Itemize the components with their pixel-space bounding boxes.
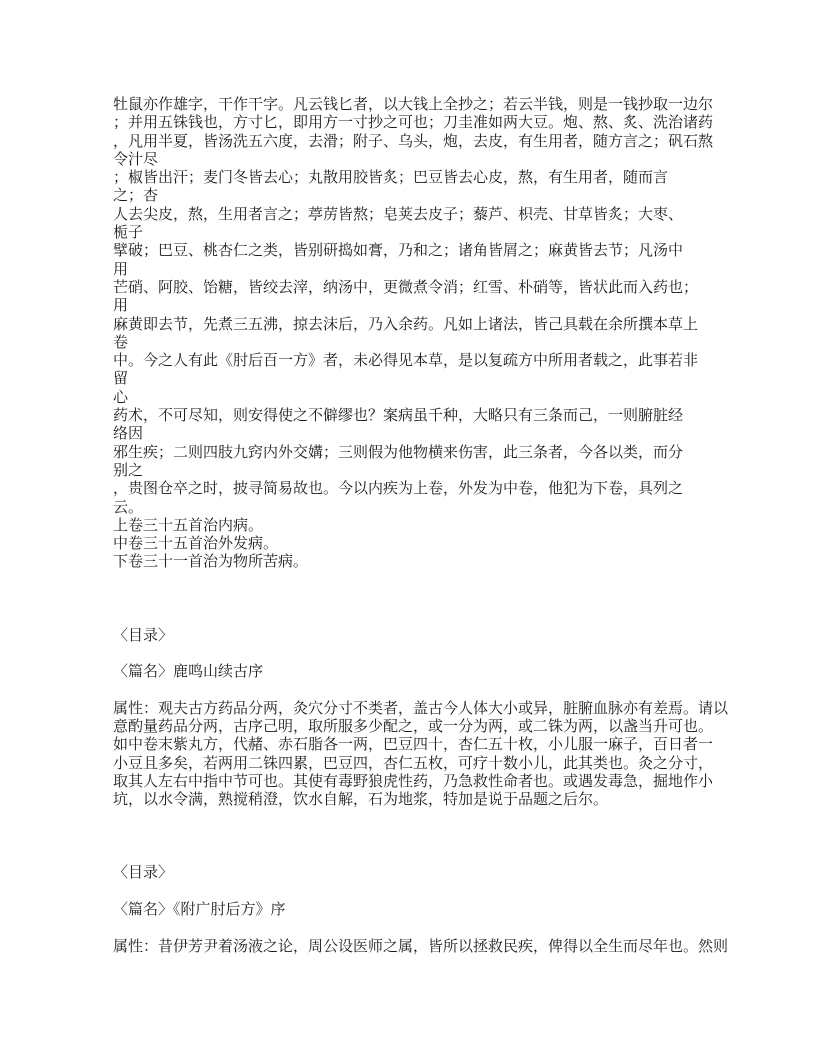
- text-line: [113, 682, 753, 700]
- text-line: 人去尖皮，熬，生用者言之；葶苈皆熬；皂荚去皮子；藜芦、枳壳、甘草皆炙；大枣、: [113, 206, 684, 223]
- text-line: 中。今之人有此《肘后百一方》者，未必得见本草，是以复疏方中所用者载之，此事若非: [113, 353, 699, 370]
- text-line: 下卷三十一首治为物所苦病。: [113, 554, 309, 571]
- text-line: 云。: [113, 499, 144, 516]
- text-line: 别之: [113, 462, 144, 479]
- text-line: [113, 810, 753, 828]
- text-line: 中卷三十五首治外发病。: [113, 536, 279, 553]
- text-line: 用: [113, 298, 129, 315]
- text-line: 小豆且多矣，若两用二铢四累，巴豆四，杏仁五枚，可疗十数小儿，此其类也。灸之分寸，: [113, 755, 714, 772]
- text-line: 留: [113, 371, 129, 388]
- text-line: 麻黄即去节，先煮三五沸，掠去沫后，乃入余药。凡如上诸法，皆己具载在余所撰本草上: [113, 316, 699, 333]
- text-line: 上卷三十五首治内病。: [113, 517, 264, 534]
- text-line: [113, 846, 753, 864]
- text-line: 牡鼠亦作雄字，干作干字。凡云钱匕者，以大钱上全抄之；若云半钱，则是一钱抄取一边尔: [113, 97, 714, 113]
- text-line: 邪生疾；二则四肢九窍内外交媾；三则假为他物横来伤害，此三条者，今各以类，而分: [113, 444, 684, 461]
- text-line: 芒硝、阿胶、饴糖，皆绞去滓，纳汤中，更微煮令消；红雪、朴硝等，皆状此而入药也；: [113, 279, 699, 296]
- text-line: 擘破；巴豆、桃杏仁之类，皆别研捣如膏，乃和之；诸角皆屑之；麻黄皆去节；凡汤中: [113, 243, 684, 260]
- text-line: 用: [113, 261, 129, 278]
- text-line: ；并用五铢钱也，方寸匕，即用方一寸抄之可也；刀圭准如两大豆。炮、熬、炙、洗治诸药: [113, 115, 714, 132]
- text-line: 〈篇名〉鹿鸣山续古序: [113, 664, 264, 681]
- text-line: 之；杏: [113, 188, 159, 205]
- text-line: 如中卷末紫丸方，代赭、赤石脂各一两，巴豆四十，杏仁五十枚，小儿服一麻子，百日者一: [113, 737, 714, 754]
- text-line: 心: [113, 389, 129, 406]
- text-line: [113, 883, 753, 901]
- text-line: 络因: [113, 426, 144, 443]
- text-line: 卷: [113, 334, 129, 351]
- text-line: 取其人左右中指中节可也。其使有毒野狼虎性药，乃急救性命者也。或遇发毒急，掘地作小: [113, 773, 714, 790]
- text-line: 栀子: [113, 225, 144, 242]
- text-line: 〈目录〉: [113, 865, 174, 882]
- text-line: 属性：观夫古方药品分两，灸穴分寸不类者，盖古今人体大小或异，脏腑血脉亦有差焉。请以: [113, 700, 729, 717]
- text-line: [113, 590, 753, 608]
- text-line: 意酌量药品分两，古序己明，取所服多少配之，或一分为两，或二铢为两，以盏当升可也。: [113, 719, 714, 736]
- text-line: 药术，不可尽知，则安得使之不僻缪也？案病虽千种，大略只有三条而己，一则腑脏经: [113, 408, 684, 425]
- text-line: 令汁尽: [113, 151, 159, 168]
- text-line: 属性：昔伊芳尹着汤液之论，周公设医师之属，皆所以拯救民疾，俾得以全生而尽年也。然则: [113, 938, 729, 955]
- text-line: ，凡用半夏，皆汤洗五六度，去滑；附子、乌头，炮，去皮，有生用者，随方言之；矾石熬: [113, 133, 714, 150]
- text-line: 〈目录〉: [113, 627, 174, 644]
- text-line: 坑，以水令满，熟搅稍澄，饮水自解，石为地浆，特加是说于品题之后尔。: [113, 792, 609, 809]
- text-line: ，贵图仓卒之时，披寻简易故也。今以内疾为上卷，外发为中卷，他犯为下卷，具列之: [113, 481, 684, 498]
- text-block: [113, 96, 753, 956]
- text-line: 〈篇名〉《附广肘后方》序: [113, 902, 286, 919]
- text-line: [113, 645, 753, 663]
- text-line: ；椒皆出汗；麦门冬皆去心；丸散用胶皆炙；巴豆皆去心皮，熬，有生用者，随而言: [113, 170, 669, 187]
- text-line: [113, 572, 753, 590]
- text-line: [113, 608, 753, 626]
- text-line: [113, 919, 753, 937]
- text-line: [113, 828, 753, 846]
